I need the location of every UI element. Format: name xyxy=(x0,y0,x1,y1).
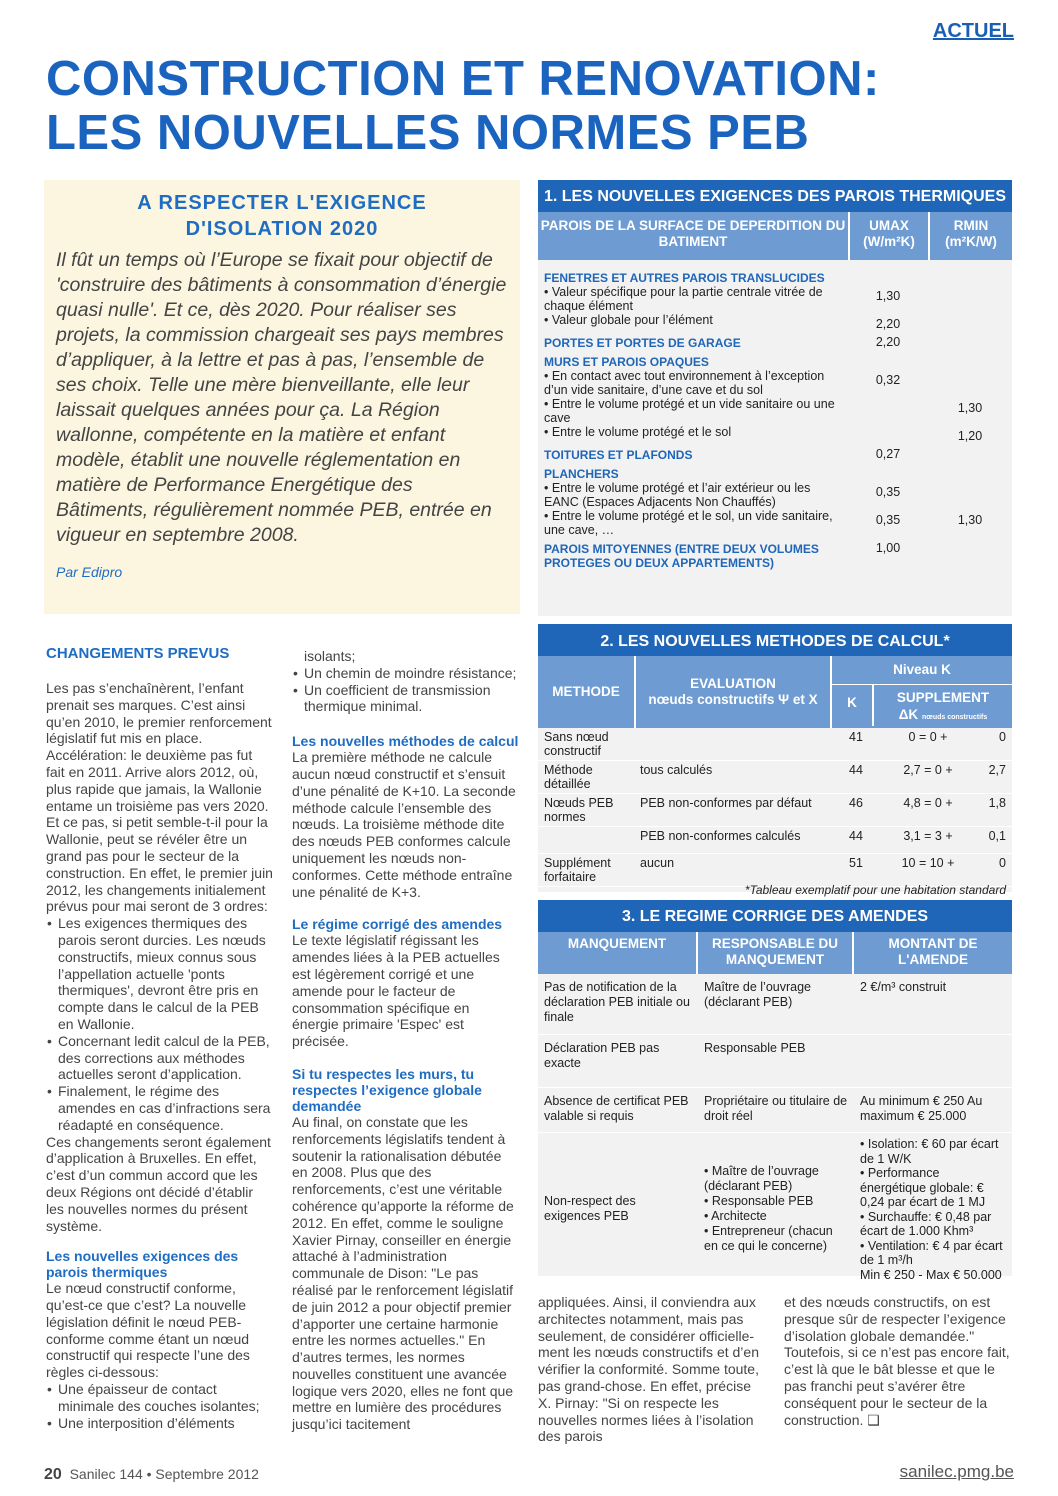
item-cell: • Valeur spécifique pour la partie centrale vitrée de chaque élément xyxy=(544,285,823,313)
item-cell: • En contact avec tout environnement à l’exception d’un vide sanitaire, d’une cave et du sol xyxy=(544,369,825,397)
rmin-cell xyxy=(928,266,1012,285)
item-cell: • Entre le volume protégé et l’air extérieur ou les EANC (Espaces Adjacents Non Chauffés) xyxy=(544,481,811,509)
montant-cell: 2 €/m³ construit xyxy=(854,974,1012,1035)
header-rmin: RMIN (m²K/W) xyxy=(928,212,1012,260)
table-title: 1. LES NOUVELLES EXIGENCES DES PAROIS THERMIQUES xyxy=(538,180,1012,212)
table-methodes-calcul xyxy=(538,624,1012,897)
table-header xyxy=(538,932,1012,974)
table-row xyxy=(538,1035,1012,1088)
header-methode: METHODE xyxy=(552,684,620,699)
paragraph: isolants; xyxy=(304,648,356,664)
heading-changements: CHANGEMENTS PREVUS xyxy=(46,645,230,662)
amendes-table xyxy=(538,974,1012,1285)
table-row xyxy=(538,1133,1012,1285)
category-cell: PORTES ET PORTES DE GARAGE xyxy=(544,336,741,350)
evaluation-cell: tous calculés xyxy=(634,761,834,794)
table-row xyxy=(538,794,1012,827)
item-cell: • Entre le volume protégé et le sol xyxy=(544,425,732,439)
list-item: • Les exigences thermiques des parois seront durcies. Les nœuds constructifs, mieux connus sous l’appellation actuelle 'ponts thermiques', devront être pris en compte dans le calcul de la PEB en Wallonie. xyxy=(58,915,274,1033)
heading-regime: Le régime corrigé des amendes xyxy=(292,916,503,933)
table-row xyxy=(538,369,1012,397)
bullet-list xyxy=(46,915,274,1133)
montant-cell xyxy=(854,1035,1012,1088)
rmin-cell xyxy=(928,462,1012,481)
list-item: • Performance énergétique globale: € 0,24 par écart de 1 MJ xyxy=(860,1166,986,1209)
paragraph: Les pas s’enchaînèrent, l’enfant prenait ses marques. C’est ainsi qu’en 2010, le premier renforcement législatif fut mis en place. Accélération: le deuxième pas fut fait en 2011. Arrive alors 2012, où, plus rapide que jamais, la Wallonie entame un troisième pas vers 2020. Et ce pas, si petit semble-t-il pour la Wallonie, peut se révéler être un grand pas pour le secteur de la construction. En effet, le premier juin 2012, les changements initialement prévus pour mai seront de 3 ordres: xyxy=(46,680,273,915)
methodes-table xyxy=(538,728,1012,887)
table-row xyxy=(538,854,1012,887)
list-item: • Un chemin de moindre résistance; xyxy=(304,665,520,682)
category-cell: PLANCHERS xyxy=(544,467,619,481)
amount-range: Min € 250 - Max € 50.000 xyxy=(860,1267,1002,1282)
supplement-cell: 0 xyxy=(978,854,1012,887)
header-niveau-k: Niveau K K SUPPLEMENT ΔK nœuds constructifs xyxy=(830,656,1012,728)
table-row xyxy=(538,827,1012,854)
table-title: 3. LE REGIME CORRIGE DES AMENDES xyxy=(538,900,1012,932)
k-cell: 44 xyxy=(834,827,878,854)
list-item: • Isolation: € 60 par écart de 1 W/K xyxy=(860,1137,999,1166)
umax-cell: 2,20 xyxy=(875,335,901,349)
table-row xyxy=(538,313,1012,331)
evaluation-cell: PEB non-conformes calculés xyxy=(634,827,834,854)
responsable-cell: Propriétaire ou titulaire de droit réel xyxy=(698,1088,854,1133)
responsable-cell: Responsable PEB xyxy=(698,1035,854,1088)
umax-cell: 2,20 xyxy=(875,317,901,331)
table-header xyxy=(538,212,1012,260)
montant-cell: Au minimum € 250 Au maximum € 25.000 xyxy=(854,1088,1012,1133)
table-row xyxy=(538,397,1012,425)
responsable-cell: Maître de l’ouvrage (déclarant PEB) xyxy=(698,974,854,1035)
supplement-cell: 1,8 xyxy=(978,794,1012,827)
table-row xyxy=(538,974,1012,1035)
list-item: • Une épaisseur de contact minimale des couches isolantes; xyxy=(58,1381,274,1415)
section-tag: ACTUEL xyxy=(932,20,1014,42)
table-regime-amendes xyxy=(538,900,1012,1282)
list-item: • Surchauffe: € 0,48 par écart de 1.000 Khm³ xyxy=(860,1209,992,1238)
list-item: • Entrepreneur (chacun en ce qui le concerne) xyxy=(704,1223,833,1253)
table-row xyxy=(538,350,1012,369)
intro-box xyxy=(44,180,520,614)
category-cell: TOITURES ET PLAFONDS xyxy=(544,448,693,462)
issue-info: Sanilec 144 • Septembre 2012 xyxy=(69,1466,259,1482)
table-row xyxy=(538,509,1012,537)
table-note: *Tableau exemplatif pour une habitation standard xyxy=(744,883,1006,897)
list-item: • Architecte xyxy=(704,1208,767,1223)
responsable-cell xyxy=(698,1133,854,1285)
expression-cell: 4,8 = 0 + xyxy=(878,794,978,827)
supplement-cell: 0 xyxy=(978,728,1012,761)
table-parois-thermiques xyxy=(538,180,1012,616)
bullet-list xyxy=(292,665,520,715)
title-line-2: LES NOUVELLES NORMES PEB xyxy=(46,106,810,160)
rmin-cell xyxy=(928,313,1012,331)
paragraph: et des nœuds constructifs, on est presque sûr de respecter l’exigence d’isolation globale demandée." Toutefois, si ce n’est pas encore fait, c’est là que le bât blesse et que le pas franchi peut s’avérer être conséquent pour le secteur de la construction. ❑ xyxy=(784,1294,1010,1428)
table-row xyxy=(538,728,1012,761)
umax-cell: 0,27 xyxy=(875,447,901,461)
montant-cell xyxy=(854,1133,1012,1285)
k-cell: 46 xyxy=(834,794,878,827)
page-title xyxy=(46,52,1006,160)
article-column-4 xyxy=(784,1294,1010,1428)
list-item: • Une interposition d’éléments xyxy=(58,1415,274,1432)
table-title: 2. LES NOUVELLES METHODES DE CALCUL* xyxy=(538,624,1012,656)
expression-cell: 2,7 = 0 + xyxy=(878,761,978,794)
expression-cell: 10 = 10 + xyxy=(878,854,978,887)
title-line-1: CONSTRUCTION ET RENOVATION: xyxy=(46,52,880,106)
umax-cell: 1,30 xyxy=(875,289,901,303)
evaluation-cell: PEB non-conformes par défaut xyxy=(634,794,834,827)
footer-issue xyxy=(44,1466,259,1484)
list-item: • Maître de l’ouvrage (déclarant PEB) xyxy=(704,1163,819,1193)
umax-cell: 1,00 xyxy=(875,541,901,555)
methode-cell: Supplément forfaitaire xyxy=(538,854,634,887)
article-column-2 xyxy=(292,648,520,1433)
list-item: • Concernant ledit calcul de la PEB, des corrections aux méthodes actuelles seront d’application. xyxy=(58,1033,274,1083)
end-mark-icon: ❑ xyxy=(867,1411,880,1428)
paragraph: La première méthode ne calcule aucun nœud constructif et s’ensuit d’une pénalité de K+10. La seconde méthode calcule l’ensemble des nœuds. La troisième méthode dite des nœuds PEB conformes calcule uniquement les nœuds non-conformes. Cette méthode entraîne une pénalité de K+3. xyxy=(292,749,516,900)
rmin-cell xyxy=(928,285,1012,313)
table-row xyxy=(538,537,1012,570)
intro-heading: A RESPECTER L'EXIGENCE D'ISOLATION 2020 xyxy=(137,192,427,240)
manquement-cell: Pas de notification de la déclaration PEB initiale ou finale xyxy=(538,974,698,1035)
table-row xyxy=(538,462,1012,481)
umax-cell xyxy=(848,266,928,285)
item-cell: • Entre le volume protégé et un vide sanitaire ou une cave xyxy=(544,397,835,425)
umax-cell xyxy=(848,425,928,443)
rmin-cell xyxy=(928,331,1012,350)
rmin-cell xyxy=(928,369,1012,397)
methode-cell: Méthode détaillée xyxy=(538,761,634,794)
item-cell: • Entre le volume protégé et le sol, un vide sanitaire, une cave, … xyxy=(544,509,833,537)
header-responsable: RESPONSABLE DU MANQUEMENT xyxy=(696,932,852,974)
umax-cell: 0,35 xyxy=(875,485,901,499)
category-cell: MURS ET PAROIS OPAQUES xyxy=(544,355,709,369)
umax-cell: 0,32 xyxy=(875,373,901,387)
paragraph: Le nœud constructif conforme, qu’est-ce que c’est? La nouvelle législation définit le nœud PEB-conforme comme étant un nœud constructif qui respecte l’une des règles ci-dessous: xyxy=(46,1280,250,1381)
expression-cell: 0 = 0 + xyxy=(878,728,978,761)
methode-cell: Sans nœud constructif xyxy=(538,728,634,761)
header-evaluation: EVALUATION nœuds constructifs Ψ et X xyxy=(634,656,830,728)
rmin-cell xyxy=(928,443,1012,462)
table-row xyxy=(538,761,1012,794)
parois-table xyxy=(538,266,1012,570)
table-row xyxy=(538,331,1012,350)
umax-cell xyxy=(848,350,928,369)
table-row xyxy=(538,1088,1012,1133)
umax-cell xyxy=(848,462,928,481)
rmin-cell xyxy=(928,537,1012,570)
list-item: • Un coefficient de transmission thermique minimal. xyxy=(304,682,520,716)
k-cell: 41 xyxy=(834,728,878,761)
k-cell: 44 xyxy=(834,761,878,794)
header-parois: PAROIS DE LA SURFACE DE DEPERDITION DU BATIMENT xyxy=(540,218,846,249)
methode-cell xyxy=(538,827,634,854)
rmin-cell: 1,30 xyxy=(957,401,983,415)
manquement-cell: Déclaration PEB pas exacte xyxy=(538,1035,698,1088)
item-cell: • Valeur globale pour l’élément xyxy=(544,313,713,327)
methode-cell: Nœuds PEB normes xyxy=(538,794,634,827)
umax-cell xyxy=(848,397,928,425)
supplement-cell: 0,1 xyxy=(978,827,1012,854)
rmin-cell xyxy=(928,350,1012,369)
header-manquement: MANQUEMENT xyxy=(567,936,667,951)
manquement-cell: Absence de certificat PEB valable si requis xyxy=(538,1088,698,1133)
page-number: 20 xyxy=(44,1466,62,1483)
article-column-1 xyxy=(46,646,274,1431)
table-row xyxy=(538,425,1012,443)
evaluation-cell xyxy=(634,728,834,761)
category-cell: PAROIS MITOYENNES (ENTRE DEUX VOLUMES PROTEGES OU DEUX APPARTEMENTS) xyxy=(544,542,819,570)
heading-exigences: Les nouvelles exigences des parois thermiques xyxy=(46,1248,239,1281)
k-cell: 51 xyxy=(834,854,878,887)
header-montant: MONTANT DE L'AMENDE xyxy=(852,932,1012,974)
category-cell: FENETRES ET AUTRES PAROIS TRANSLUCIDES xyxy=(544,271,825,285)
header-umax: UMAX (W/m²K) xyxy=(848,212,928,260)
rmin-cell xyxy=(928,481,1012,509)
intro-text: Il fût un temps où l’Europe se fixait pour objectif de 'construire des bâtiments à consommation d’énergie quasi nulle'. Et ce, dès 2020. Pour réaliser ses projets, la commission chargeait ses pays membres d’appliquer, à la lettre et pas à pas, l’ensemble de ses choix. Telle une mère bienveillante, elle leur laissait quelques années pour ça. La Région wallonne, compétente en la matière et enfant modèle, établit une nouvelle réglementation en matière de Performance Energétique des Bâtiments, régulièrement nommée PEB, entrée en vigueur en septembre 2008. xyxy=(56,249,507,546)
heading-methodes: Les nouvelles méthodes de calcul xyxy=(292,733,519,750)
rmin-cell: 1,20 xyxy=(957,429,983,443)
footer-site-link[interactable]: sanilec.pmg.be xyxy=(899,1462,1014,1481)
paragraph: Ces changements seront également d’application à Bruxelles. En effet, c’est d’un commun accord que les deux Régions ont décidé d’établir les nouvelles normes du présent système. xyxy=(46,1133,271,1234)
heading-murs: Si tu respectes les murs, tu respectes l’exigence globale demandée xyxy=(292,1065,482,1114)
bullet-list xyxy=(46,1381,274,1431)
table-header xyxy=(538,656,1012,728)
table-row xyxy=(538,481,1012,509)
rmin-cell: 1,30 xyxy=(957,513,983,527)
table-row xyxy=(538,443,1012,462)
paragraph: Le texte législatif régissant les amendes liées à la PEB actuelles est légèrement corrigé et une amende pour le facteur de consommation spécifique en énergie primaire 'Espec' est précisée. xyxy=(292,932,500,1050)
evaluation-cell: aucun xyxy=(634,854,834,887)
expression-cell: 3,1 = 3 + xyxy=(878,827,978,854)
umax-cell: 0,35 xyxy=(875,513,901,527)
paragraph: appliquées. Ainsi, il conviendra aux architectes notamment, mais pas seulement, de considérer officielle-ment les nœuds constructifs et d’en vérifier la conformité. Somme toute, pas grand-chose. En effet, précise X. Pirnay: "Si on respecte les nouvelles normes liées à l’isolation des parois xyxy=(538,1294,759,1445)
list-item: • Finalement, le régime des amendes en cas d’infractions sera réadapté en conséquence. xyxy=(58,1083,274,1133)
article-column-3 xyxy=(538,1294,764,1445)
paragraph: Au final, on constate que les renforcements législatifs tendent à soutenir la rationalisation débutée en 2008. Plus que des renforcements, c’est une véritable cohérence qu’apporte la réforme de 2012. En effet, comme le souligne Xavier Pirnay, conseiller en énergie attaché à l’administration communale de Dison: "Le pas réalisé par le renforcement législatif de juin 2012 a pour objectif premier d’apporter une certaine harmonie entre les normes actuelles." En d’autres termes, les normes nouvelles constituent une avancée logique vers 2020, elles ne font que mettre en lumière des procédures jusqu’ici tacitement xyxy=(292,1113,514,1433)
list-item: • Responsable PEB xyxy=(704,1193,814,1208)
table-row xyxy=(538,285,1012,313)
table-row xyxy=(538,266,1012,285)
manquement-cell: Non-respect des exigences PEB xyxy=(538,1133,698,1285)
list-item: • Ventilation: € 4 par écart de 1 m³/h xyxy=(860,1238,1003,1267)
byline: Par Edipro xyxy=(56,564,123,580)
supplement-cell: 2,7 xyxy=(978,761,1012,794)
